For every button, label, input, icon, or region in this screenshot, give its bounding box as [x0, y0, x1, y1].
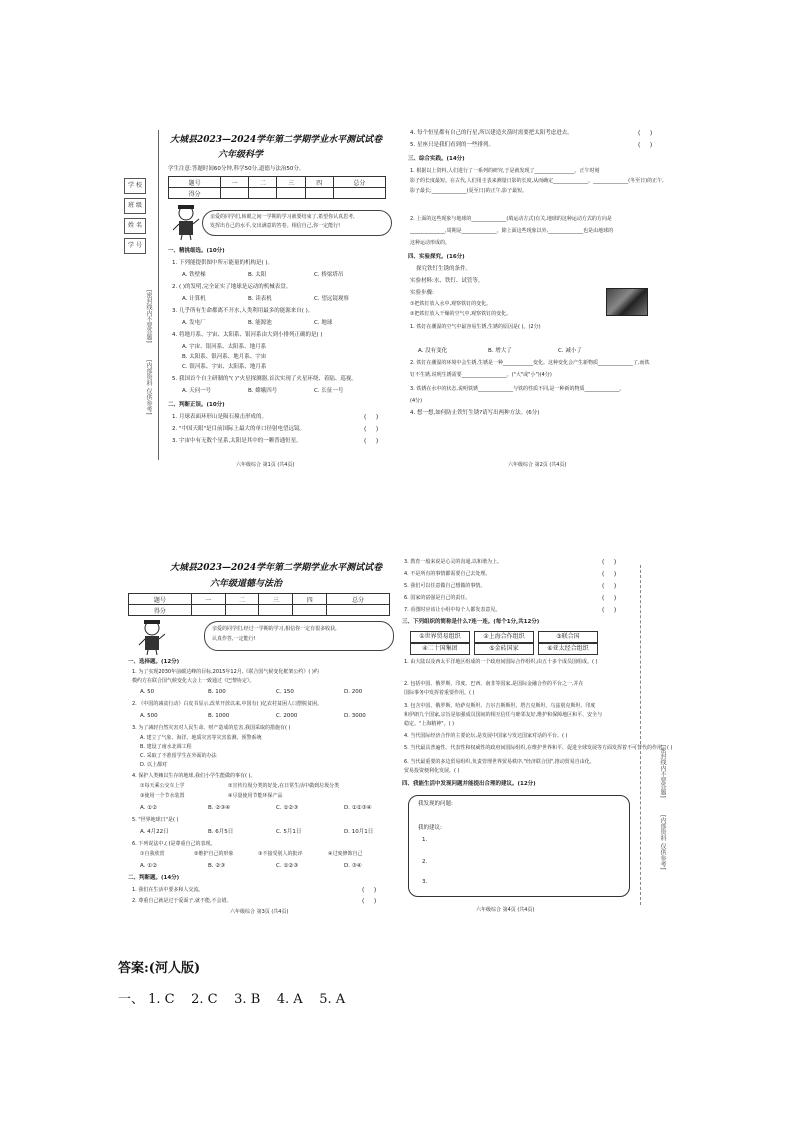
- option-c[interactable]: C. 望远镜观察: [314, 296, 349, 302]
- option-a[interactable]: A. 发电厂: [182, 320, 206, 326]
- teacher-cartoon-icon: [172, 204, 200, 240]
- class-label-box: 班 级: [124, 198, 146, 214]
- option-b[interactable]: B. ②③: [208, 863, 226, 869]
- matching-statement: 5. 当代最具普遍性、代表性和权威性的政府间国际组织,在维护世界和平、促进全球发展等方面发挥着不可替代的作用。( ): [404, 745, 673, 751]
- option-a[interactable]: A. 宇宙、银河系、太阳系、地月系: [182, 344, 267, 350]
- organization-option-box[interactable]: ④二十国集团: [410, 643, 470, 655]
- matching-statement: 稳定。"上海精神"。( ): [404, 721, 455, 727]
- score-cell[interactable]: [249, 188, 277, 199]
- option-b[interactable]: B. 能源池: [248, 320, 272, 326]
- score-cell[interactable]: [225, 605, 259, 616]
- internal-material-note: [内部资料 仅供参考]: [145, 360, 152, 415]
- matching-statement: 和伊朗九个国家,宗旨是加强成员国间的相互信任与睦邻友好,维护和保障地区和平、安全与: [404, 712, 603, 718]
- matching-statement: 国际事务中发挥着重要作用。( ): [404, 690, 475, 696]
- answer-paren[interactable]: ( ): [364, 438, 379, 445]
- question-text: 5. "世界地球日"是( ): [132, 817, 179, 823]
- score-header: 二: [249, 177, 277, 188]
- score-header: 二: [225, 594, 259, 605]
- bubble-text-line: 亲爱的同学们,经过一学期的学习,相信你一定有很多收获,: [212, 626, 337, 632]
- experiment-step: ①把铁钉放入水中,观察铁钉的变化。: [410, 301, 492, 307]
- name-label-box: 姓 名: [124, 218, 146, 234]
- section-heading: 四、实验探究。(16分): [408, 254, 465, 260]
- score-header: 三: [277, 177, 305, 188]
- option-a[interactable]: A. 天问一号: [182, 388, 212, 394]
- option-b[interactable]: B. 增大了: [488, 348, 512, 354]
- binding-line: [158, 130, 159, 460]
- answer-heading: 答案:(河人版): [118, 961, 201, 976]
- score-row-label: 得分: [169, 188, 221, 199]
- organization-option-box[interactable]: ①世界贸易组织: [410, 631, 470, 643]
- paragraph-line: 影子的长度最短。在古代,人们用圭表来测量日影的长度,从而确定______________。______________(冬至日)的正午,: [410, 178, 664, 184]
- score-header: 三: [259, 594, 293, 605]
- question-text: 1. 铁钉在潮湿的空气中最容易生锈,生锈的原因是( )。(2分): [410, 324, 541, 330]
- matching-statement: 2. 包括中国、俄罗斯、印度、巴西、南非等国家,是国际金融合作的平台之一,并在: [404, 681, 584, 687]
- section-heading: 三、下列组织的简称是什么?连一连。(每个1分,共12分): [402, 619, 540, 625]
- answer-paren[interactable]: ( ): [602, 571, 617, 578]
- experiment-photo: [606, 288, 648, 316]
- option-b[interactable]: B. ②③④: [208, 805, 231, 811]
- experiment-steps-label: 实验步骤:: [410, 290, 434, 296]
- section-heading: 二、判断正误。(10分): [168, 402, 225, 408]
- answer-paren[interactable]: ( ): [362, 887, 377, 894]
- score-header: 总分: [333, 177, 385, 188]
- question-text: 4. 想一想,如何防止铁钉生锈?请写出两种方法。(6分): [410, 410, 540, 416]
- internal-material-note: [内部资料 仅供参考]: [659, 815, 666, 870]
- question-text: 1. 下列能提供图中所示能量的机构是( )。: [172, 260, 274, 266]
- option-b[interactable]: B. 读表机: [248, 296, 272, 302]
- bubble-text-line: 认真作答,一定能行!: [212, 636, 256, 642]
- true-false-item: 3. 宇宙中有无数个星系,太阳是其中的一颗普通恒星。: [172, 438, 302, 444]
- experiment-step: ②把铁钉放入干燥的空气中,观察铁钉的变化。: [410, 311, 512, 317]
- question-text: 2. 《中国的减贫行动》白皮书显示,改革开放以来,中国有( )亿农村贫困人口摆脱贫困。: [132, 701, 323, 707]
- matching-statement: 6. 当代最重要的多边贸易组织,负责管理世界贸易秩序,"经济联合国",推动贸易自由化、: [404, 759, 595, 765]
- score-header: 题号: [129, 594, 192, 605]
- question-text: 模约方在联合国气候变化大会上一致通过《巴黎协定》。: [132, 678, 255, 684]
- option-c[interactable]: C. 5月1日: [276, 829, 302, 835]
- option-item[interactable]: ④尽量使用节能环保产品: [228, 793, 283, 799]
- score-cell[interactable]: [327, 605, 390, 616]
- option-d[interactable]: D. 200: [344, 689, 363, 695]
- score-cell[interactable]: [333, 188, 385, 199]
- option-c[interactable]: C. ①②③: [276, 863, 299, 869]
- answer-paren[interactable]: ( ): [638, 130, 653, 137]
- option-d[interactable]: D. 10月1日: [344, 829, 374, 835]
- true-false-item: 5. 我们可以任意做自己想做的事情。: [404, 583, 486, 589]
- option-item[interactable]: ①自我欣赏: [140, 851, 165, 857]
- option-a[interactable]: A. ①②: [140, 805, 158, 811]
- score-cell[interactable]: [221, 188, 249, 199]
- question-text: 3. 几乎所有生命都离不开水,人类利用最多的能源来自( )。: [172, 308, 314, 314]
- page-subtitle: 六年级科学: [218, 150, 264, 160]
- option-item[interactable]: B. 建设了南水北调工程: [140, 744, 192, 750]
- question-text: 4. 保护人类赖以生存的地球,我们小学生能做的事有( )。: [132, 773, 256, 779]
- option-item[interactable]: A. 建立了气象、海洋、地质灾害等灾害监测、预警系统: [140, 735, 262, 741]
- option-item[interactable]: D. 以上都对: [140, 762, 168, 768]
- page-title: 大城县2023—2024学年第二学期学业水平测试试卷: [170, 563, 383, 573]
- answer-paren[interactable]: ( ): [602, 595, 617, 602]
- question-text: 3. 为了减轻自然灾害对人民生命、财产造成的危害,我国采取的措施有( ): [132, 725, 291, 731]
- true-false-item: 3. 教育一般来说是心灵的沟通,以和谐为上。: [404, 559, 502, 565]
- answer-paren[interactable]: ( ): [364, 414, 379, 421]
- option-b[interactable]: B. 嫦娥四号: [248, 388, 278, 394]
- score-header: 一: [221, 177, 249, 188]
- answer-paren[interactable]: ( ): [638, 142, 653, 149]
- exam-instructions: 学生注意:答题时间60分钟,科学50分,道德与法治50分。: [168, 166, 305, 172]
- page-footer: 六年级综合 第3页 (共4页): [230, 909, 289, 915]
- score-header: 四: [305, 177, 333, 188]
- paragraph-line: 这种运动形成的。: [410, 240, 451, 246]
- option-c[interactable]: C. 2000: [276, 713, 298, 719]
- section-heading: 三、综合实践。(14分): [408, 156, 465, 162]
- suggestion-line[interactable]: 3.: [422, 879, 428, 885]
- score-table: [128, 593, 390, 616]
- section-heading: 一、精挑细选。(10分): [168, 248, 225, 254]
- true-false-item: 2. 尊重自己就是过于爱面子,就不能,不会错。: [132, 898, 232, 904]
- matching-statement: 1. 由大陆以及西太平洋地区组成的一个政府间国际合作组织,由五十多个成员国组成。( ): [404, 659, 598, 665]
- score-cell[interactable]: [191, 605, 225, 616]
- option-item[interactable]: C. 采取了不准留学生在外面的办法: [140, 753, 217, 759]
- found-problem-label: 我发现的问题:: [418, 801, 453, 807]
- organization-option-box[interactable]: ⑤金砖国家: [474, 643, 534, 655]
- score-row-label: 得分: [129, 605, 192, 616]
- suggestion-answer-box[interactable]: [408, 795, 630, 897]
- option-c[interactable]: C. ①②③: [276, 805, 299, 811]
- teacher-cartoon-icon: [138, 619, 166, 655]
- option-c[interactable]: C. 桥梁塔吊: [314, 272, 344, 278]
- score-header: 总分: [327, 594, 390, 605]
- option-c[interactable]: C. 减小了: [558, 348, 582, 354]
- score-header: 一: [191, 594, 225, 605]
- matching-statement: 贸易投资便利化发展。( ): [404, 768, 460, 774]
- score-table: [168, 176, 386, 199]
- true-false-item: 5. 星座只是我们看到的一些排列。: [410, 142, 494, 148]
- bubble-text-line: 发挥出自己的水平,交出满意的答卷。相信自己,你一定能行!: [210, 223, 341, 229]
- option-item[interactable]: ②维护自己的形象: [194, 851, 234, 857]
- option-c[interactable]: C. 长征一号: [314, 388, 344, 394]
- section-heading: 四、我能生活中发现问题并能提出合理的建议。(12分): [402, 781, 536, 787]
- option-a[interactable]: A. 没有变化: [418, 348, 448, 354]
- page-footer: 六年级综合 第4页 (共4页): [476, 907, 535, 913]
- question-text: 6. 下列说法中,( )是尊重自己的表现。: [132, 841, 216, 847]
- organization-option-box[interactable]: ③联合国: [538, 631, 598, 643]
- true-false-item: 4. 不是所有的事情都需要自己去处理。: [404, 571, 491, 577]
- true-false-item: 2. "中国天眼"是目前国际上最大的单口径射电望远镜。: [172, 426, 306, 432]
- score-cell[interactable]: [305, 188, 333, 199]
- answer-paren[interactable]: ( ): [602, 607, 617, 614]
- section-heading: 一、选择题。(12分): [128, 659, 180, 665]
- page-footer: 六年级综合 第2页 (共4页): [508, 462, 567, 468]
- school-label-box: 学 校: [124, 178, 146, 194]
- sealing-line-note: [密封线内不要答题]: [145, 290, 152, 343]
- option-a[interactable]: A. 50: [140, 689, 155, 695]
- answer-paren[interactable]: ( ): [602, 583, 617, 590]
- score-header: 题号: [169, 177, 221, 188]
- option-b[interactable]: B. 6月5日: [208, 829, 234, 835]
- paragraph-line: 2. 上面的这些现象与地球的______________(填运动方式)有关,地球的这种运动方式的方向是: [410, 216, 612, 222]
- question-text: 5. 我国首个自主研制的"( )"火星探测器,首次实现了火星环绕、着陆、巡视。: [172, 376, 357, 382]
- option-a[interactable]: A. 4月22日: [140, 829, 169, 835]
- option-d[interactable]: D. ①②③④: [344, 805, 372, 811]
- organization-option-box[interactable]: ⑥亚太经合组织: [538, 643, 598, 655]
- option-item[interactable]: ③不接受别人的批评: [258, 851, 303, 857]
- option-b[interactable]: B. 太阳: [248, 272, 267, 278]
- paragraph-line: ______________,周期是______________。除上面这些现象以外,______________也是由地球的: [410, 228, 614, 234]
- option-a[interactable]: A. ①②: [140, 863, 158, 869]
- page-subtitle: 六年级道德与法治: [210, 579, 283, 589]
- option-item[interactable]: ①每天乘公交车上学: [140, 783, 185, 789]
- page-footer: 六年级综合 第1页 (共4页): [236, 462, 295, 468]
- suggestion-label: 我的建议:: [418, 825, 442, 831]
- question-text: 2. ( )的发明,完全证实了地球是运动的机械表盘。: [172, 284, 292, 290]
- matching-statement: 4. 当代国际经济合作的主要论坛,是发展中国家与发达国家对话的平台。( ): [404, 733, 568, 739]
- paragraph-line: 1. 根据以上资料,人们进行了一系列的研究,于是就发现了________________。正午时刻: [410, 168, 600, 174]
- true-false-item: 1. 我们在生活中要多和人交流。: [132, 887, 204, 893]
- paragraph-line: 3. 铁锈在水中的状态,说明铁锈______________与铁的性质不同,是一种新的物质______________。: [410, 386, 625, 392]
- answer-paren[interactable]: ( ): [364, 426, 379, 433]
- option-item[interactable]: ③使用一个节水装置: [140, 793, 185, 799]
- paragraph-line: (4分): [410, 398, 423, 404]
- question-text: 1. 为了实现2030年前碳达峰的目标,2015年12月,《联合国气候变化框架公约》( )约: [132, 669, 319, 675]
- experiment-materials: 实验材料:水、铁钉、试管等。: [410, 278, 484, 284]
- answer-paren[interactable]: ( ): [602, 559, 617, 566]
- science-exam-sheet: [118, 120, 678, 480]
- option-a[interactable]: A. 铁壁梯: [182, 272, 206, 278]
- option-a[interactable]: A. 计算机: [182, 296, 206, 302]
- option-c[interactable]: C. 银河系、宇宙、太阳系、地月系: [182, 364, 267, 370]
- organization-option-box[interactable]: ②上海合作组织: [474, 631, 534, 643]
- true-false-item: 6. 国家的富强是自己的责任。: [404, 595, 471, 601]
- page-title: 大城县2023—2024学年第二学期学业水平测试试卷: [170, 135, 383, 145]
- question-text: 4. 将地月系、宇宙、太阳系、银河系由大到小排列正确的是( ): [172, 332, 323, 338]
- true-false-item: 1. 月球表面环形山是陨石撞击形成的。: [172, 414, 267, 420]
- option-item[interactable]: ④过度修饰自己: [328, 851, 363, 857]
- ethics-exam-sheet: [118, 555, 678, 920]
- paragraph-line: 钉不生锈,说明生锈需要__________________。("大"或"小")(4分): [410, 372, 552, 378]
- option-c[interactable]: C. 150: [276, 689, 294, 695]
- option-b[interactable]: B. 1000: [208, 713, 230, 719]
- option-c[interactable]: C. 地球: [314, 320, 333, 326]
- option-b[interactable]: B. 100: [208, 689, 226, 695]
- score-cell[interactable]: [277, 188, 305, 199]
- binding-line: [640, 565, 641, 905]
- option-item[interactable]: ②宣传垃圾分类的好处,在日常生活中做到垃圾分类: [228, 783, 340, 789]
- sealing-line-note: [密封线内不要答题]: [659, 745, 666, 798]
- answer-line: 一、 1. C 2. C 3. B 4. A 5. A: [118, 992, 346, 1007]
- score-cell[interactable]: [293, 605, 327, 616]
- option-b[interactable]: B. 太阳系、银河系、地月系、宇宙: [182, 354, 267, 360]
- score-cell[interactable]: [259, 605, 293, 616]
- section-heading: 二、判断题。(14分): [128, 875, 180, 881]
- matching-statement: 3. 包含中国、俄罗斯、哈萨克斯坦、吉尔吉斯斯坦、塔吉克斯坦、乌兹别克斯坦、印度: [404, 703, 596, 709]
- option-a[interactable]: A. 500: [140, 713, 158, 719]
- experiment-title: 探究铁钉生锈的条件。: [416, 266, 472, 272]
- score-header: 四: [293, 594, 327, 605]
- student-id-label-box: 学 号: [124, 238, 146, 254]
- suggestion-line[interactable]: 1.: [422, 837, 428, 843]
- option-d[interactable]: D. 3000: [344, 713, 366, 719]
- true-false-item: 4. 每个恒星都有自己的行星,所以建造火箭时需要把太阳考虑进去。: [410, 130, 573, 136]
- suggestion-line[interactable]: 2.: [422, 859, 428, 865]
- option-d[interactable]: D. ③④: [344, 863, 362, 869]
- answer-paren[interactable]: ( ): [362, 898, 377, 905]
- bubble-text-line: 亲爱的同学们,转眼之间一学期的学习就要结束了,希望你认真思考,: [210, 214, 355, 220]
- true-false-item: 7. 看图时应该让小组中每个人都发表意见。: [404, 607, 501, 613]
- paragraph-line: 影子最长;______________(夏至日)的正午,影子最短。: [410, 188, 528, 194]
- paragraph-line: 2. 铁钉在潮湿的环境中会生锈,生锈是一种____________变化。这种变化会产生新物质______________了,而铁: [410, 360, 650, 366]
